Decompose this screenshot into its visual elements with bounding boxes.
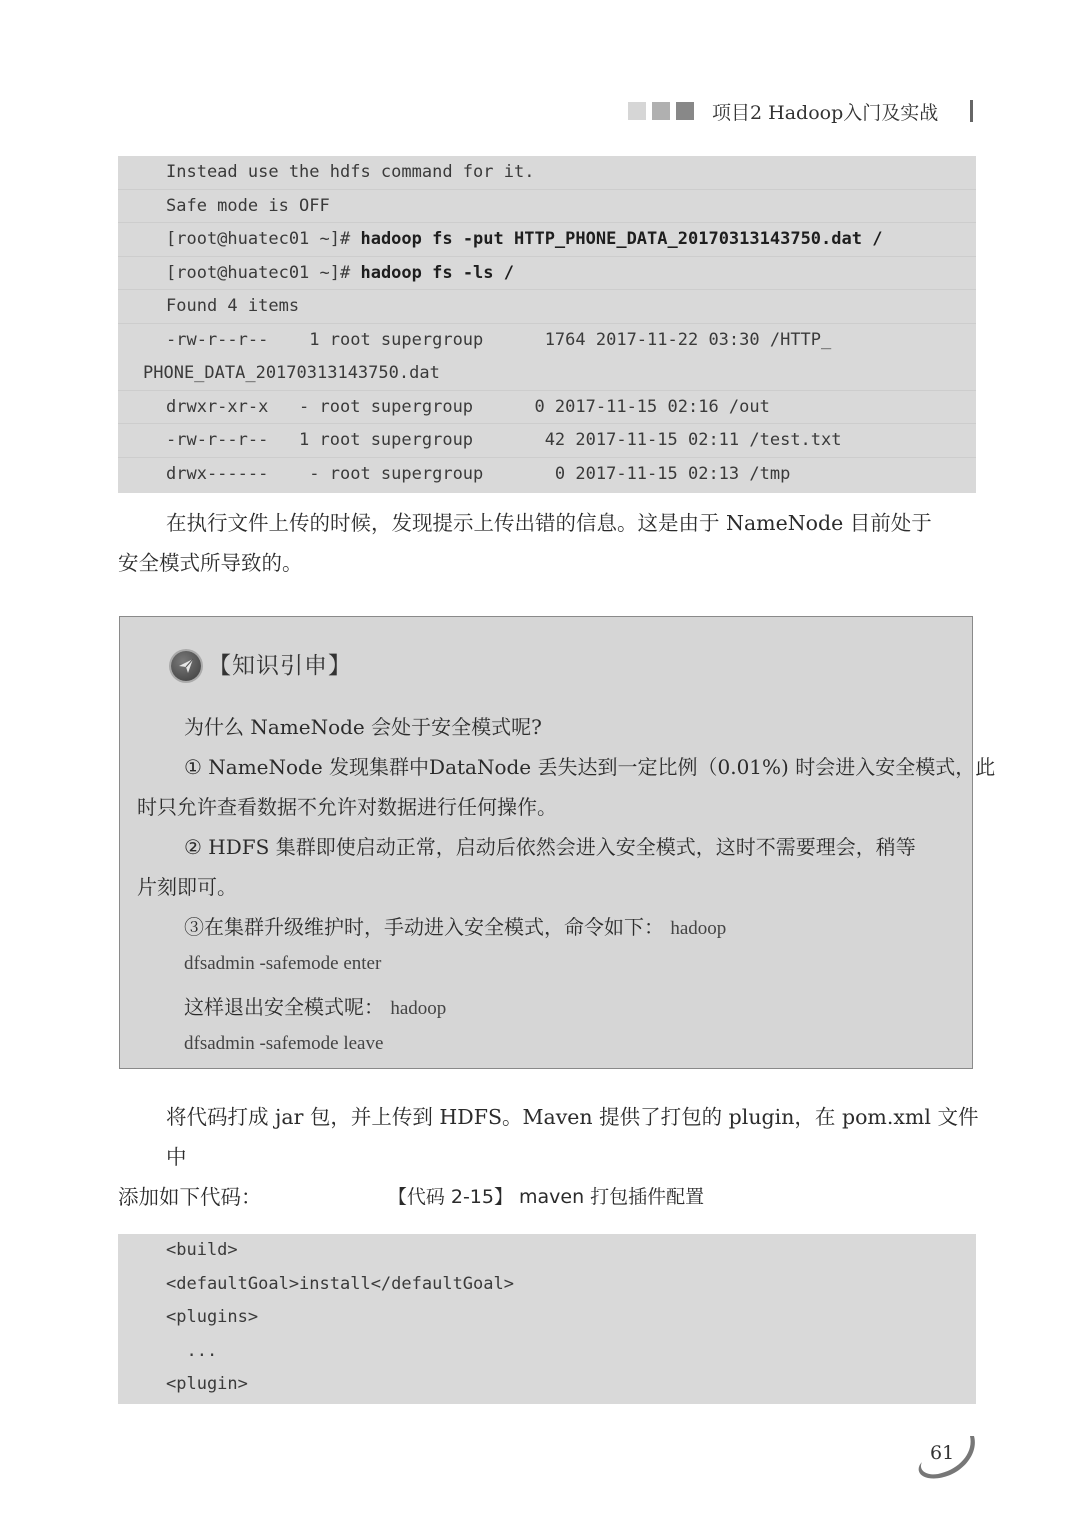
code-line: Safe mode is OFF — [118, 190, 976, 224]
knowledge-item-text: 这样退出安全模式呢： — [184, 995, 384, 1019]
terminal-output-block — [118, 156, 976, 493]
paragraph-line: 添加如下代码： — [118, 1185, 262, 1209]
header-title: 项目2 Hadoop入门及实战 — [712, 101, 939, 124]
shell-prompt: [root@huatec01 ~]# — [166, 262, 361, 283]
knowledge-item — [184, 991, 446, 1020]
paragraph-line: 在执行文件上传的时候，发现提示上传出错的信息。这是由于 NameNode 目前处于 — [166, 511, 932, 535]
knowledge-box — [119, 616, 996, 1069]
code-line: -rw-r--r-- 1 root supergroup 1764 2017-11-22 03:30 /HTTP_ — [166, 329, 832, 350]
header-square-mid — [652, 102, 670, 120]
knowledge-item: ② HDFS 集群即使启动正常，启动后依然会进入安全模式，这时不需要理会，稍等 — [184, 835, 916, 859]
shell-command: hadoop fs -put HTTP_PHONE_DATA_20170313143750.dat / — [360, 229, 883, 249]
code-line: Instead use the hdfs command for it. — [118, 156, 976, 190]
command-text: hadoop — [670, 918, 727, 939]
knowledge-question: 为什么 NameNode 会处于安全模式呢? — [184, 715, 542, 739]
knowledge-box-title: 【知识引申】 — [208, 653, 352, 679]
code-line: <plugin> — [166, 1374, 248, 1394]
code-line — [118, 257, 976, 291]
code-line: <defaultGoal>install</defaultGoal> — [166, 1273, 514, 1294]
code-caption: 【代码 2-15】 maven 打包插件配置 — [387, 1186, 705, 1208]
knowledge-item: 时只允许查看数据不允许对数据进行任何操作。 — [137, 795, 557, 819]
header-square-dark — [676, 102, 694, 120]
knowledge-item-text: ③在集群升级维护时，手动进入安全模式，命令如下： — [184, 915, 664, 939]
knowledge-item: ① NameNode 发现集群中DataNode 丢失达到一定比例（0.01%) 时会进入安全模式，此 — [184, 755, 996, 779]
paragraph-line: 安全模式所导致的。 — [118, 551, 303, 575]
code-line: PHONE_DATA_20170313143750.dat — [118, 357, 976, 391]
code-line: <plugins> — [166, 1307, 259, 1327]
code-line — [118, 223, 976, 257]
command-text: dfsadmin -safemode leave — [184, 1033, 384, 1054]
code-line: Found 4 items — [118, 290, 976, 324]
running-header — [628, 98, 938, 124]
code-line: drwx------ - root supergroup 0 2017-11-15 02:13 /tmp — [166, 463, 791, 484]
code-line: -rw-r--r-- 1 root supergroup 42 2017-11-15 02:11 /test.txt — [118, 424, 976, 458]
code-line: drwxr-xr-x - root supergroup 0 2017-11-15 02:16 /out — [118, 391, 976, 425]
header-divider — [970, 100, 973, 122]
paragraph-line: 将代码打成 jar 包，并上传到 HDFS。Maven 提供了打包的 plugin，在 pom.xml 文件中 — [166, 1105, 979, 1169]
page-number: 61 — [930, 1442, 955, 1464]
shell-prompt: [root@huatec01 ~]# — [166, 229, 361, 249]
code-line: <build> — [166, 1240, 238, 1260]
knowledge-item — [184, 911, 726, 940]
header-square-light — [628, 102, 646, 120]
code-line: ... — [166, 1340, 218, 1361]
command-text: dfsadmin -safemode enter — [184, 953, 382, 974]
command-text: hadoop — [390, 998, 447, 1019]
body-paragraph — [118, 503, 980, 583]
knowledge-item: 片刻即可。 — [137, 875, 237, 899]
paper-plane-icon — [171, 651, 201, 681]
shell-command: hadoop fs -ls / — [360, 262, 514, 283]
code-listing-block — [118, 1234, 976, 1404]
